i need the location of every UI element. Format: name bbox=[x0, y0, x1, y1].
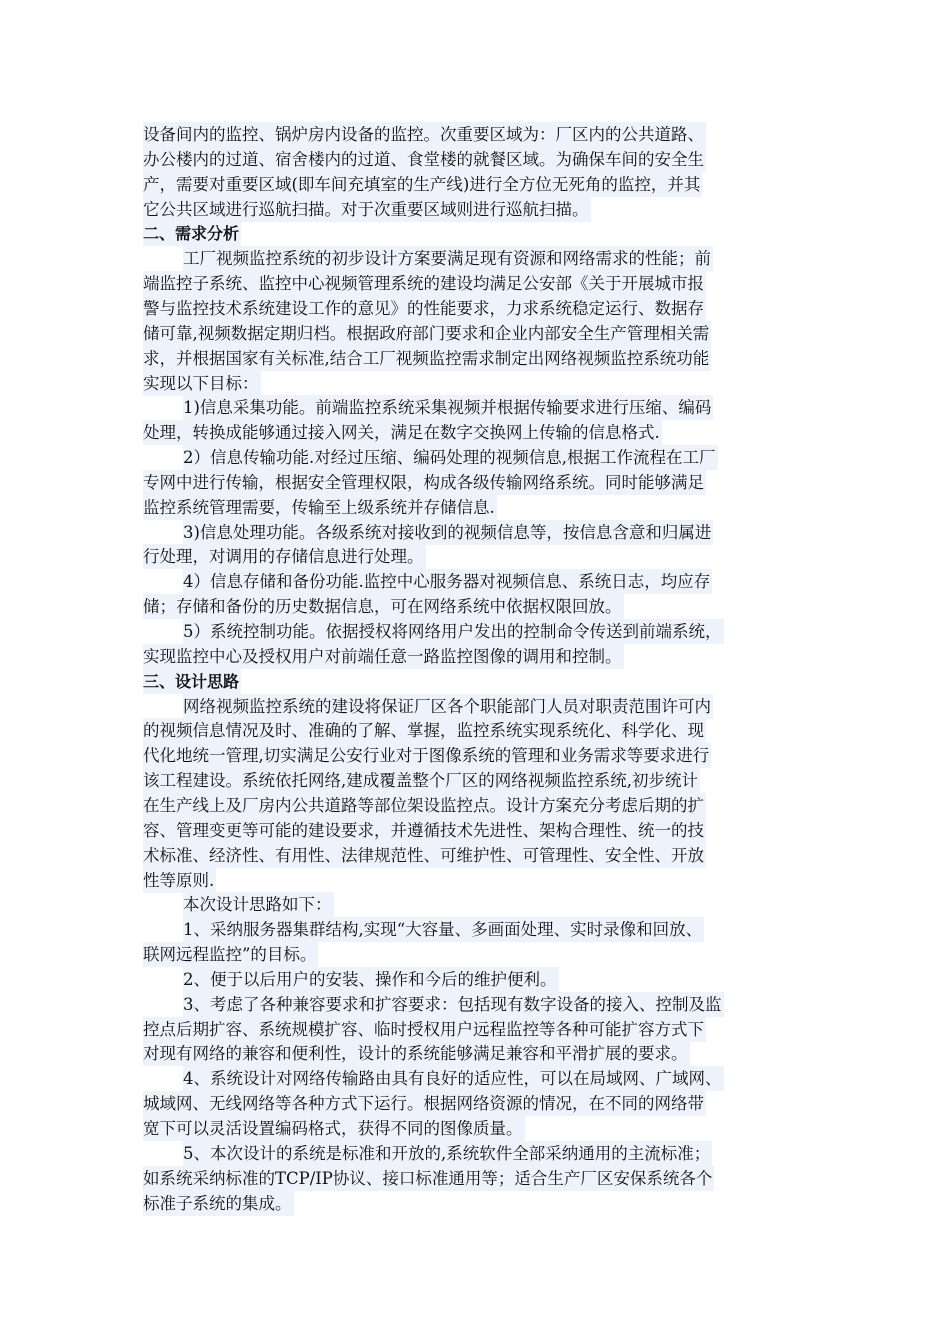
body-text-line: 产，需要对重要区域(即车间充填室的生产线)进行全方位无死角的监控，并其 bbox=[143, 172, 702, 197]
body-text-line: 宽下可以灵活设置编码格式，获得不同的图像质量。 bbox=[143, 1116, 525, 1141]
body-text-line: 端监控子系统、监控中心视频管理系统的建设均满足公安部《关于开展城市报 bbox=[143, 271, 706, 296]
body-text-line: 代化地统一管理,切实满足公安行业对于图像系统的管理和业务需求等要求进行 bbox=[143, 743, 711, 768]
body-text-line: 储可靠,视频数据定期归档。根据政府部门要求和企业内部安全生产管理相关需 bbox=[143, 321, 711, 346]
paragraph-first-line: 2）信息传输功能.对经过压缩、编码处理的视频信息,根据工作流程在工厂 bbox=[183, 445, 718, 470]
body-text-line: 监控系统管理需要，传输至上级系统并存储信息. bbox=[143, 495, 497, 520]
section-heading: 二、需求分析 bbox=[143, 221, 241, 246]
paragraph-first-line: 4、系统设计对网络传输路由具有良好的适应性，可以在局域网、广域网、 bbox=[183, 1066, 724, 1091]
body-text-line: 专网中进行传输，根据安全管理权限，构成各级传输网络系统。同时能够满足 bbox=[143, 470, 706, 495]
paragraph-first-line: 5）系统控制功能。依据授权将网络用户发出的控制命令传送到前端系统， bbox=[183, 619, 724, 644]
body-text-line: 的视频信息情况及时、准确的了解、掌握，监控系统实现系统化、科学化、现 bbox=[143, 718, 706, 743]
body-text-line: 如系统采纳标准的TCP/IP协议、接口标准通用等；适合生产厂区安保系统各个 bbox=[143, 1166, 714, 1191]
body-text-line: 控点后期扩容、系统规模扩容、临时授权用户远程监控等各种可能扩容方式下 bbox=[143, 1017, 706, 1042]
body-text-line: 行处理，对调用的存储信息进行处理。 bbox=[143, 544, 426, 569]
paragraph-first-line: 2、便于以后用户的安装、操作和今后的维护便利。 bbox=[183, 967, 559, 992]
paragraph-first-line: 网络视频监控系统的建设将保证厂区各个职能部门人员对职责范围许可内 bbox=[183, 694, 713, 719]
body-text-line: 城域网、无线网络等各种方式下运行。根据网络资源的情况，在不同的网络带 bbox=[143, 1091, 706, 1116]
body-text-line: 储；存储和备份的历史数据信息，可在网络系统中依据权限回放。 bbox=[143, 594, 624, 619]
paragraph-first-line: 1、采纳服务器集群结构,实现“大容量、多画面处理、实时录像和回放、 bbox=[183, 917, 704, 942]
body-text-line: 处理，转换成能够通过接入网关，满足在数字交换网上传输的信息格式. bbox=[143, 420, 662, 445]
body-text-line: 在生产线上及厂房内公共道路等部位架设监控点。设计方案充分考虑后期的扩 bbox=[143, 793, 706, 818]
paragraph-first-line: 5、本次设计的系统是标准和开放的,系统软件全部采纳通用的主流标准； bbox=[183, 1141, 712, 1166]
body-text-line: 办公楼内的过道、宿舍楼内的过道、食堂楼的就餐区域。为确保车间的安全生 bbox=[143, 147, 706, 172]
body-text-line: 设备间内的监控、锅炉房内设备的监控。次重要区域为：厂区内的公共道路、 bbox=[143, 122, 706, 147]
body-text-line: 它公共区域进行巡航扫描。对于次重要区域则进行巡航扫描。 bbox=[143, 197, 591, 222]
body-text-line: 容、管理变更等可能的建设要求，并遵循技术先进性、架构合理性、统一的技 bbox=[143, 818, 706, 843]
body-text-line: 联网远程监控”的目标。 bbox=[143, 942, 318, 967]
paragraph-first-line: 4）信息存储和备份功能.监控中心服务器对视频信息、系统日志，均应存 bbox=[183, 569, 712, 594]
body-text-line: 术标准、经济性、有用性、法律规范性、可维护性、可管理性、安全性、开放 bbox=[143, 843, 706, 868]
body-text-line: 该工程建设。系统依托网络,建成覆盖整个厂区的网络视频监控系统,初步统计 bbox=[143, 768, 700, 793]
body-text-line: 警与监控技术系统建设工作的意见》的性能要求，力求系统稳定运行、数据存 bbox=[143, 296, 706, 321]
body-text-line: 标准子系统的集成。 bbox=[143, 1191, 294, 1216]
paragraph-first-line: 本次设计思路如下： bbox=[183, 892, 334, 917]
body-text-line: 实现监控中心及授权用户对前端任意一路监控图像的调用和控制。 bbox=[143, 644, 624, 669]
paragraph-first-line: 1)信息采集功能。前端监控系统采集视频并根据传输要求进行压缩、编码 bbox=[183, 395, 713, 420]
paragraph-first-line: 3)信息处理功能。各级系统对接收到的视频信息等，按信息含意和归属进 bbox=[183, 520, 713, 545]
body-text-line: 实现以下目标： bbox=[143, 371, 261, 396]
body-text-line: 对现有网络的兼容和便利性，设计的系统能够满足兼容和平滑扩展的要求。 bbox=[143, 1041, 690, 1066]
paragraph-first-line: 工厂视频监控系统的初步设计方案要满足现有资源和网络需求的性能；前 bbox=[183, 246, 713, 271]
body-text-line: 性等原则. bbox=[143, 868, 216, 893]
body-text-line: 求，并根据国家有关标准,结合工厂视频监控需求制定出网络视频监控系统功能 bbox=[143, 346, 711, 371]
section-heading: 三、设计思路 bbox=[143, 669, 241, 694]
paragraph-first-line: 3、考虑了各种兼容要求和扩容要求：包括现有数字设备的接入、控制及监 bbox=[183, 992, 724, 1017]
